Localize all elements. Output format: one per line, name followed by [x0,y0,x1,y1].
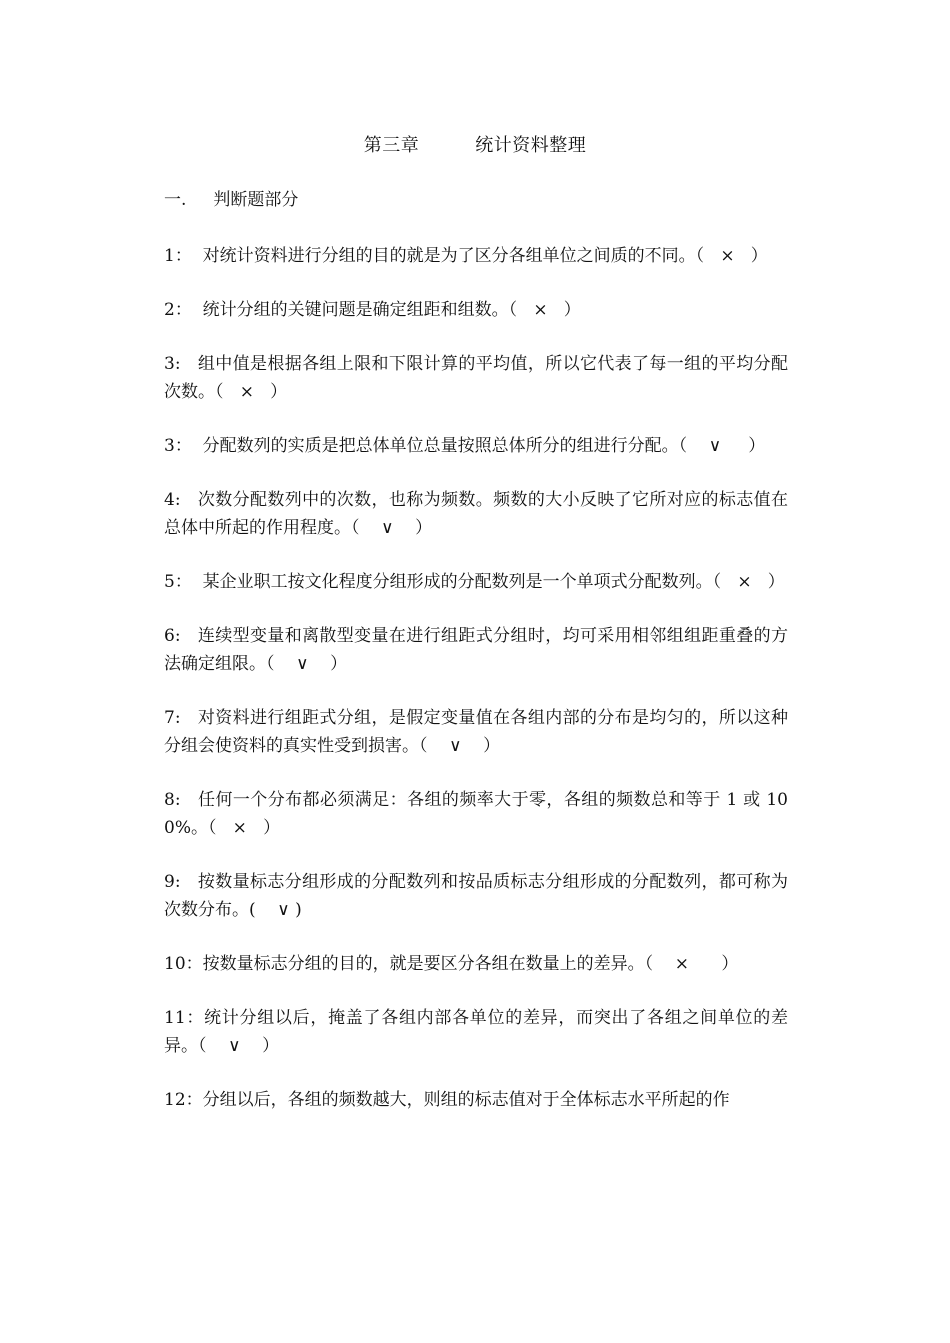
question-item: 5： 某企业职工按文化程度分组形成的分配数列是一个单项式分配数列。（ × ） [164,572,785,592]
question-item: 9: 按数量标志分组形成的分配数列和按品质标志分组形成的分配数列，都可称为次数分布。( ∨ ) [164,872,788,920]
section-heading: 一. 判断题部分 [164,190,299,210]
question-item: 7: 对资料进行组距式分组，是假定变量值在各组内部的分布是均匀的，所以这种分组会使资料的真实性受到损害。（ ∨ ） [164,708,788,756]
question-item: 1： 对统计资料进行分组的目的就是为了区分各组单位之间质的不同。（ × ） [164,246,768,266]
question-item: 6: 连续型变量和离散型变量在进行组距式分组时，均可采用相邻组组距重叠的方法确定组限。（ ∨ ） [164,626,788,674]
question-item: 2： 统计分组的关键问题是确定组距和组数。（ × ） [164,300,581,320]
question-item: 11：统计分组以后，掩盖了各组内部各单位的差异，而突出了各组之间单位的差异。（ ∨ ） [164,1008,788,1056]
question-item: 3: 组中值是根据各组上限和下限计算的平均值，所以它代表了每一组的平均分配次数。（ × ） [164,354,788,402]
chapter-title: 第三章 统计资料整理 [363,135,587,156]
question-item: 12：分组以后，各组的频数越大，则组的标志值对于全体标志水平所起的作 [164,1090,730,1110]
question-item: 4: 次数分配数列中的次数，也称为频数。频数的大小反映了它所对应的标志值在总体中所起的作用程度。（ ∨ ） [164,490,788,538]
question-item: 10：按数量标志分组的目的，就是要区分各组在数量上的差异。（ × ） [164,954,739,974]
question-list [164,242,788,1140]
question-item: 3： 分配数列的实质是把总体单位总量按照总体所分的组进行分配。（ ∨ ） [164,436,766,456]
question-item: 8: 任何一个分布都必须满足：各组的频率大于零，各组的频数总和等于 1 或 100%。（ × ） [164,790,788,838]
